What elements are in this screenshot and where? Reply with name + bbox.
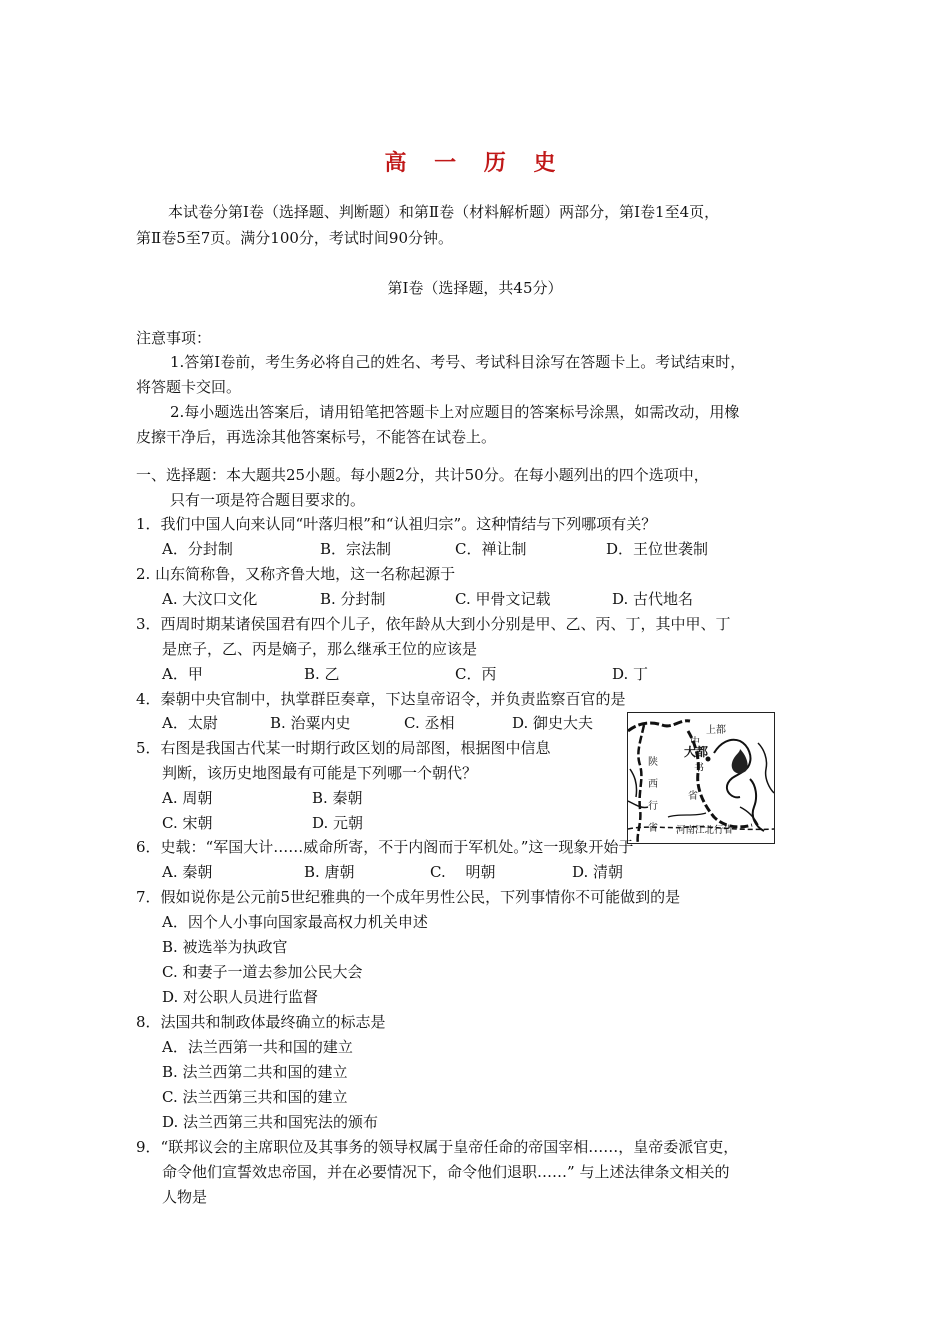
- notice-item-1-line-1: 1.答第Ⅰ卷前，考生务必将自己的姓名、考号、考试科目涂写在答题卡上。考试结束时，: [170, 353, 746, 371]
- q2-option-d: D. 古代地名: [612, 590, 694, 608]
- part1-instruction-line-2: 只有一项是符合题目要求的。: [170, 491, 366, 509]
- q6-stem: 6．史载：“军国大计……威命所寄，不于内阁而于军机处。”这一现象开始于: [136, 838, 634, 856]
- notice-item-2-line-1: 2.每小题选出答案后，请用铅笔把答题卡上对应题目的答案标号涂黑，如需改动，用橡: [170, 403, 740, 421]
- q2-option-a: A. 大汶口文化: [162, 590, 258, 608]
- q2-option-b: B. 分封制: [320, 590, 386, 608]
- q1-option-c: C．禅让制: [455, 540, 527, 558]
- q9-stem-line-2: 命令他们宣誓效忠帝国，并在必要情况下，命令他们退职……” 与上述法律条文相关的: [162, 1163, 730, 1181]
- map-label-xi: 西: [648, 779, 658, 790]
- q8-option-d: D. 法兰西第三共和国宪法的颁布: [162, 1113, 379, 1131]
- map-label-shaan: 陕: [648, 757, 658, 768]
- q9-stem-line-3: 人物是: [162, 1188, 208, 1206]
- notice-item-1-line-2: 将答题卡交回。: [136, 378, 242, 396]
- q2-stem: 2. 山东简称鲁，又称齐鲁大地，这一名称起源于: [136, 565, 456, 583]
- q9-stem-line-1: 9．“联邦议会的主席职位及其事务的领导权属于皇帝任命的帝国宰相……，皇帝委派官吏，: [136, 1138, 739, 1156]
- q7-option-d: D. 对公职人员进行监督: [162, 988, 319, 1006]
- map-label-xing: 行: [648, 801, 658, 812]
- q3-option-d: D. 丁: [612, 665, 649, 683]
- section-title: 第Ⅰ卷（选择题，共45分）: [387, 279, 563, 297]
- historical-map: [627, 712, 775, 844]
- page-title: 高 一 历 史: [384, 150, 566, 176]
- q8-stem: 8．法国共和制政体最终确立的标志是: [136, 1013, 386, 1031]
- q5-option-a: A. 周朝: [162, 789, 213, 807]
- map-label-henan: 河南江北行省: [676, 825, 734, 836]
- map-label-shu: 书: [694, 763, 704, 774]
- q5-stem-line-2: 判断，该历史地图最有可能是下列哪一个朝代？: [162, 764, 478, 782]
- q6-option-a: A. 秦朝: [162, 863, 213, 881]
- q6-option-c: C. 明朝: [430, 863, 496, 881]
- map-label-sheng2: 省: [648, 823, 658, 834]
- q3-option-b: B. 乙: [304, 665, 340, 683]
- intro-line-2: 第Ⅱ卷5至7页。满分100分，考试时间90分钟。: [136, 229, 454, 247]
- q1-stem: 1．我们中国人向来认同“叶落归根”和“认祖归宗”。这种情结与下列哪项有关？: [136, 515, 657, 533]
- q3-option-a: A．甲: [162, 665, 203, 683]
- q5-option-b: B. 秦朝: [312, 789, 363, 807]
- q4-option-c: C. 丞相: [404, 714, 455, 732]
- map-label-zhong: 中: [690, 737, 700, 748]
- q4-option-d: D. 御史大夫: [512, 714, 594, 732]
- q1-option-a: A．分封制: [162, 540, 233, 558]
- q2-option-c: C. 甲骨文记载: [455, 590, 551, 608]
- q6-option-b: B. 唐朝: [304, 863, 355, 881]
- q1-option-b: B．宗法制: [320, 540, 392, 558]
- q6-option-d: D. 清朝: [572, 863, 624, 881]
- q3-option-c: C．丙: [455, 665, 497, 683]
- q4-option-a: A．太尉: [162, 714, 218, 732]
- q7-option-b: B. 被选举为执政官: [162, 938, 288, 956]
- map-label-shangdu: 上都: [706, 725, 726, 736]
- notice-heading: 注意事项：: [136, 329, 212, 347]
- q5-option-c: C. 宋朝: [162, 814, 213, 832]
- q5-option-d: D. 元朝: [312, 814, 364, 832]
- q3-stem-line-1: 3．西周时期某诸侯国君有四个儿子，依年龄从大到小分别是甲、乙、丙、丁，其中甲、丁: [136, 615, 731, 633]
- part1-instruction-line-1: 一、选择题：本大题共25小题。每小题2分，共计50分。在每小题列出的四个选项中，: [136, 466, 709, 484]
- q4-stem: 4．秦朝中央官制中，执掌群臣奏章，下达皇帝诏令，并负责监察百官的是: [136, 690, 626, 708]
- map-label-dadu: 大都: [684, 745, 709, 759]
- q4-option-b: B. 治粟内史: [270, 714, 351, 732]
- q8-option-c: C. 法兰西第三共和国的建立: [162, 1088, 348, 1106]
- intro-line-1: 本试卷分第Ⅰ卷（选择题、判断题）和第Ⅱ卷（材料解析题）两部分，第Ⅰ卷1至4页，: [168, 203, 720, 221]
- map-label-sheng: 省: [688, 791, 698, 802]
- q8-option-b: B. 法兰西第二共和国的建立: [162, 1063, 348, 1081]
- q3-stem-line-2: 是庶子，乙、丙是嫡子，那么继承王位的应该是: [162, 640, 478, 658]
- q7-stem: 7．假如说你是公元前5世纪雅典的一个成年男性公民，下列事情你不可能做到的是: [136, 888, 681, 906]
- notice-item-2-line-2: 皮擦干净后，再选涂其他答案标号，不能答在试卷上。: [136, 428, 497, 446]
- q1-option-d: D．王位世袭制: [606, 540, 709, 558]
- q8-option-a: A．法兰西第一共和国的建立: [162, 1038, 353, 1056]
- q7-option-a: A．因个人小事向国家最高权力机关申述: [162, 913, 428, 931]
- q5-stem-line-1: 5．右图是我国古代某一时期行政区划的局部图，根据图中信息: [136, 739, 551, 757]
- q7-option-c: C. 和妻子一道去参加公民大会: [162, 963, 363, 981]
